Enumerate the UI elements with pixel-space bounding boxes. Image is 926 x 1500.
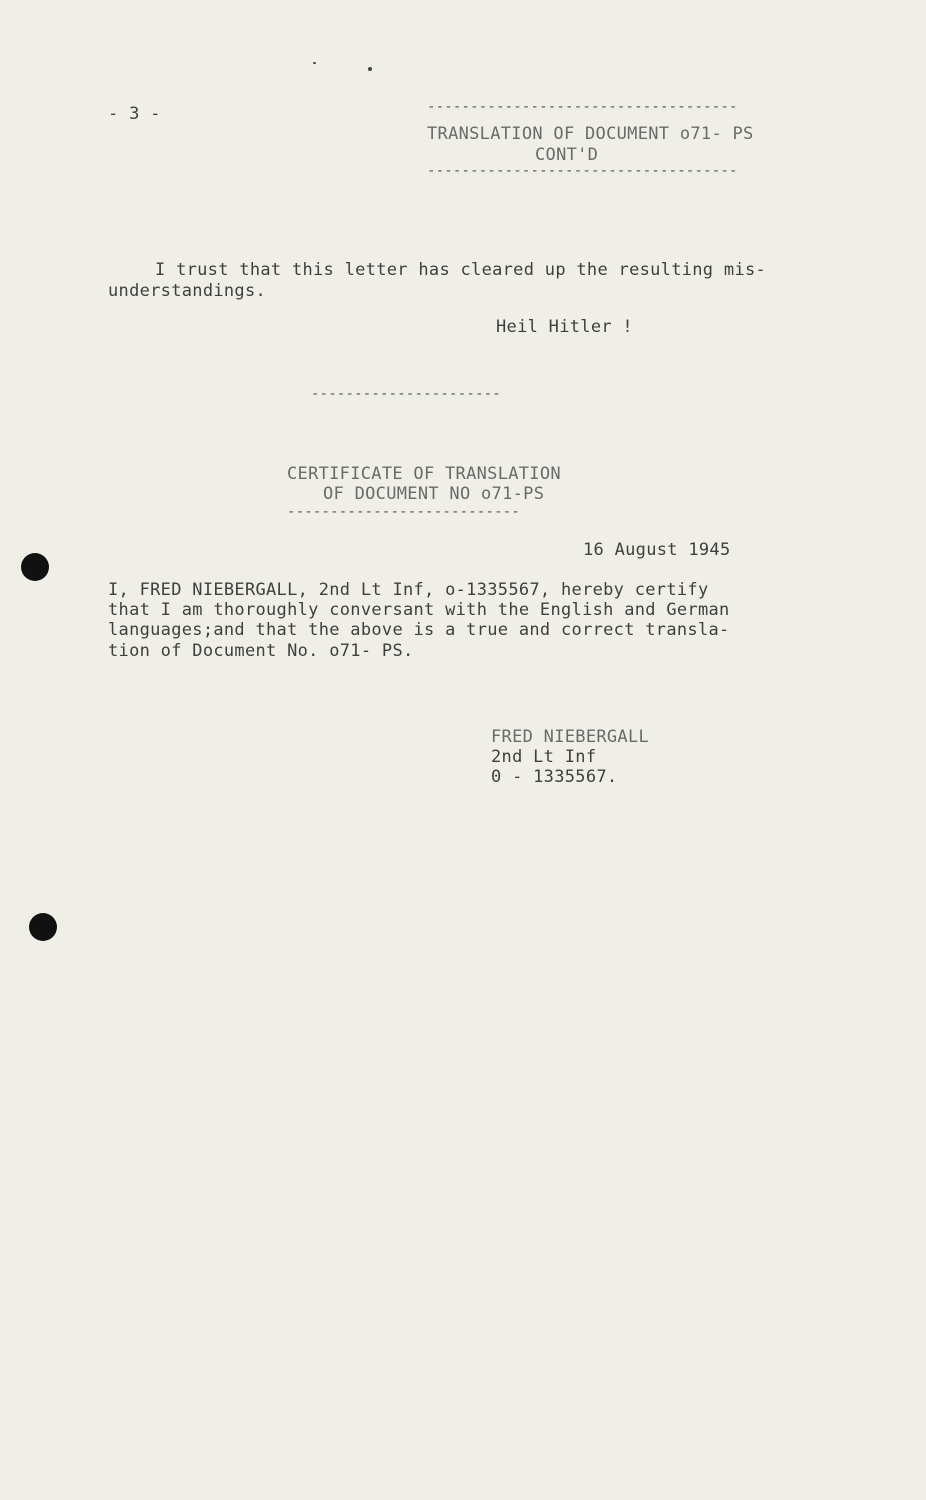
letter-body-line1: I trust that this letter has cleared up the resulting mis-: [155, 260, 767, 280]
punch-hole-lower: [29, 913, 57, 941]
certificate-title-line1: CERTIFICATE OF TRANSLATION: [287, 464, 561, 484]
signature-rank: 2nd Lt Inf: [491, 747, 597, 767]
header-title-line2: CONT'D: [535, 145, 599, 165]
letter-closing: Heil Hitler !: [496, 317, 633, 337]
header-rule-bottom: ------------------------------------: [427, 164, 738, 178]
certificate-rule: ---------------------------: [287, 505, 520, 519]
certificate-date: 16 August 1945: [583, 540, 731, 560]
certificate-body-line3: languages;and that the above is a true and correct transla-: [108, 620, 730, 640]
signature-name: FRED NIEBERGALL: [491, 727, 650, 747]
ink-speck: [313, 62, 316, 64]
header-rule-top: ------------------------------------: [427, 100, 738, 114]
certificate-body-line2: that I am thoroughly conversant with the English and German: [108, 600, 730, 620]
letter-body-line2: understandings.: [108, 281, 267, 301]
certificate-body-line1: I, FRED NIEBERGALL, 2nd Lt Inf, o-1335567, hereby certify: [108, 580, 709, 600]
page-number: - 3 -: [108, 104, 161, 124]
ink-speck: [368, 67, 372, 71]
certificate-body-line4: tion of Document No. o71- PS.: [108, 641, 414, 661]
header-title-line1: TRANSLATION OF DOCUMENT o71- PS: [427, 124, 754, 144]
certificate-title-line2: OF DOCUMENT NO o71-PS: [323, 484, 545, 504]
signature-serial: 0 - 1335567.: [491, 767, 618, 787]
letter-separator: ----------------------: [311, 387, 501, 401]
punch-hole-upper: [21, 553, 49, 581]
